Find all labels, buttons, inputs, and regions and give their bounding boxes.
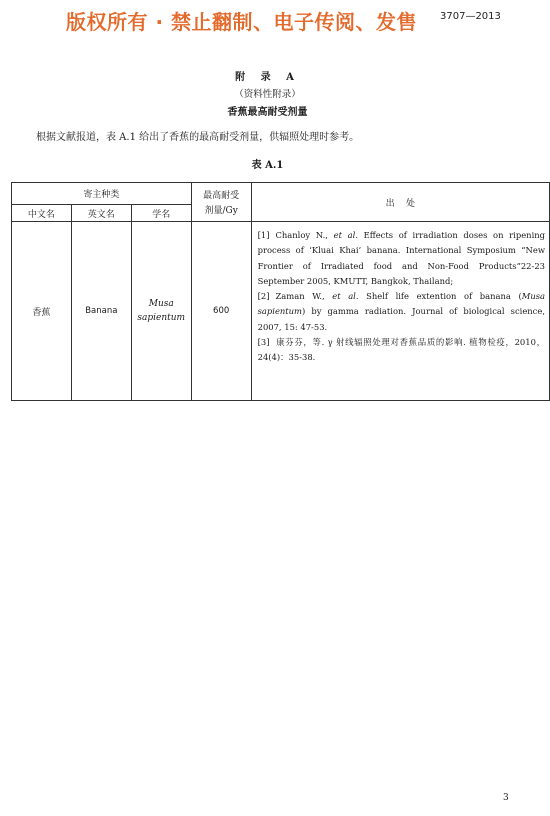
- reference-number: [3]: [257, 337, 270, 348]
- reference-text: . Effects of irradiation doses on ripening process of ‘Kluai Khai’ banana. International Symposium “New Frontier of Irradiated food and Non-Food Products”22-23 September 2005, KMUTT, Bangkok, Thailand;: [257, 230, 546, 286]
- reference-item: [258, 228, 545, 289]
- reference-number: [2]: [257, 291, 270, 302]
- cell-chinese-name: 香蕉: [12, 222, 72, 401]
- standard-number: 3707—2013: [440, 11, 501, 22]
- reference-etal: et al: [333, 230, 356, 240]
- cell-max-dose: 600: [191, 222, 251, 401]
- cell-english-name: Banana: [71, 222, 131, 401]
- table-header-row: [12, 183, 550, 205]
- cell-scientific-name: [131, 222, 191, 401]
- header-max-dose: [191, 183, 251, 222]
- reference-text: ) by gamma radiation. Journal of biological science, 2007, 15: 47-53.: [257, 306, 545, 332]
- reference-authors: Chanloy N.,: [275, 230, 334, 240]
- header-chinese-name: 中文名: [12, 205, 72, 222]
- header-max-dose-line2: 剂量/Gy: [204, 206, 238, 216]
- appendix-subtitle: （资料性附录）: [234, 89, 301, 100]
- reference-number: [1]: [257, 230, 270, 240]
- scientific-species: sapientum: [137, 313, 186, 323]
- header-source: 出 处: [251, 183, 549, 222]
- table-caption: 表 A.1: [251, 160, 284, 171]
- header-english-name: 英文名: [71, 205, 131, 222]
- dose-table: [11, 182, 550, 401]
- copyright-watermark: 版权所有 · 禁止翻制、电子传阅、发售: [66, 10, 418, 34]
- appendix-title: 附 录 A: [235, 72, 300, 83]
- reference-text: 康芬芬，等. γ 射线辐照处理对香蕉品质的影响. 植物检疫，2010，24(4)：35-38.: [257, 337, 545, 363]
- appendix-heading: 香蕉最高耐受剂量: [227, 107, 308, 118]
- header-max-dose-line1: 最高耐受: [203, 191, 240, 201]
- reference-authors: Zaman W.,: [275, 291, 333, 302]
- intro-paragraph: 根据文献报道，表 A.1 给出了香蕉的最高耐受剂量，供辐照处理时参考。: [36, 132, 360, 143]
- reference-latin-name: Musa sapientum: [257, 291, 546, 317]
- table-row: [12, 222, 550, 401]
- cell-references: [251, 222, 549, 401]
- reference-etal: et al: [332, 291, 356, 302]
- reference-item: [258, 289, 545, 335]
- header-host-group: 寄主种类: [12, 183, 192, 205]
- header-scientific-name: 学名: [131, 205, 191, 222]
- reference-text: . Shelf life extention of banana (: [355, 291, 522, 302]
- page-number: 3: [503, 793, 509, 803]
- scientific-genus: Musa: [148, 299, 174, 309]
- reference-item: [258, 335, 545, 366]
